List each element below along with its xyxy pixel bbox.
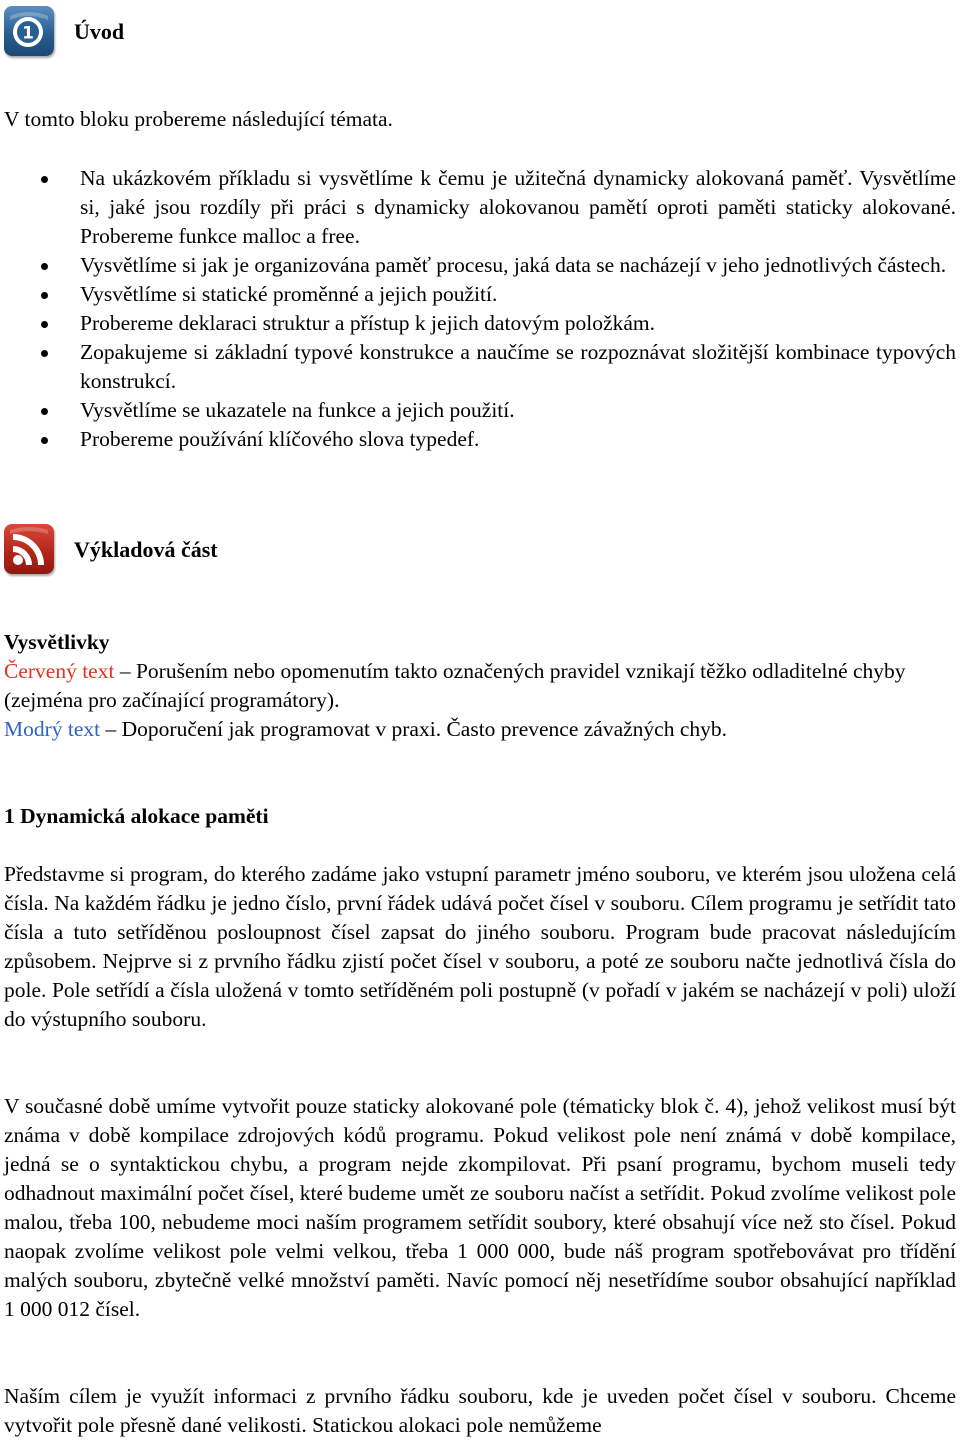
intro-header (4, 6, 124, 56)
bullet-icon (41, 263, 48, 270)
topic-item: Probereme používání klíčového slova typedef. (4, 425, 956, 454)
bullet-icon (41, 321, 48, 328)
svg-text:1: 1 (22, 23, 34, 44)
explain-title: Výkladová část (74, 536, 218, 562)
red-text-desc: – Porušením nebo opomenutím takto označených pravidel vznikají těžko odladitelné chyby (zejména pro začínající programátory). (4, 659, 906, 712)
body-paragraph: V současné době umíme vytvořit pouze staticky alokované pole (tématicky blok č. 4), jehož velikost musí být známa v době kompilace zdrojových kódů programu. Pokud velikost pole není známá v době kompilace, jedná se o syntaktickou chybu, a program nejde zkompilovat. Při psaní programu, bychom museli tedy odhadnout maximální počet čísel, které budeme umět ze souboru načíst a setřídit. Pokud zvolíme velikost pole malou, třeba 100, nebudeme moci naším programem setřídit soubory, které obsahují více než sto čísel. Pokud naopak zvolíme velikost pole velmi velkou, třeba 1 000 000, bude náš program spotřebovávat pro třídění malých souboru, zbytečně velké množství paměti. Navíc pomocí něj nesetřídíme soubor obsahující například 1 000 012 čísel. (4, 1094, 956, 1321)
bullet-icon (41, 437, 48, 444)
blue-text-desc: – Doporučení jak programovat v praxi. Často prevence závažných chyb. (100, 717, 728, 741)
legend-red (4, 657, 956, 715)
topic-item: Vysvětlíme se ukazatele na funkce a jejich použití. (4, 396, 956, 425)
topic-item: Zopakujeme si základní typové konstrukce a naučíme se rozpoznávat složitější kombinace typových konstrukcí. (4, 338, 956, 396)
topic-item: Na ukázkovém příkladu si vysvětlíme k čemu je užitečná dynamicky alokovaná paměť. Vysvětlíme si, jaké jsou rozdíly při práci s dynamicky alokovanou pamětí oproti paměti staticky alokované. Probereme funkce malloc a free. (4, 164, 956, 251)
body-paragraph: Představme si program, do kterého zadáme jako vstupní parametr jméno souboru, ve kterém jsou uložena celá čísla. Na každém řádku je jedno číslo, první řádek udává počet čísel v souboru. Cílem programu je setřídit tato čísla a tuto setříděnou posloupnost čísel zapsat do jiného souboru. Program bude pracovat následujícím způsobem. Nejprve si z prvního řádku zjistí počet čísel v souboru, a poté ze souboru načte jednotlivá čísla do pole. Pole setřídí a čísla uložená v tomto setříděném poli postupně (v pořadí v jakém se nacházejí v poli) uloží do výstupního souboru. (4, 862, 956, 1031)
intro-lead: V tomto bloku probereme následující témata. (4, 107, 393, 131)
explain-header (4, 524, 218, 574)
red-text-label: Červený text (4, 659, 115, 683)
blue-text-label: Modrý text (4, 717, 101, 741)
body-paragraph: Naším cílem je využít informaci z prvního řádku souboru, kde je uveden počet čísel v souboru. Chceme vytvořit pole přesně dané velikosti. Statickou alokaci pole nemůžeme (4, 1384, 956, 1437)
bullet-icon (41, 292, 48, 299)
bullet-icon (41, 350, 48, 357)
section-title: 1 Dynamická alokace paměti (4, 804, 269, 828)
bullet-icon (41, 408, 48, 415)
numbered-one-icon (4, 6, 54, 56)
intro-title: Úvod (74, 18, 125, 44)
topic-item: Vysvětlíme si jak je organizována paměť procesu, jaká data se nacházejí v jeho jednotlivých částech. (4, 251, 956, 280)
rss-feed-icon (4, 524, 54, 574)
legend-title: Vysvětlivky (4, 630, 110, 654)
topic-list (4, 164, 956, 454)
topic-item: Vysvětlíme si statické proměnné a jejich použití. (4, 280, 956, 309)
bullet-icon (41, 176, 48, 183)
topic-item: Probereme deklaraci struktur a přístup k jejich datovým položkám. (4, 309, 956, 338)
legend-blue (4, 715, 956, 744)
